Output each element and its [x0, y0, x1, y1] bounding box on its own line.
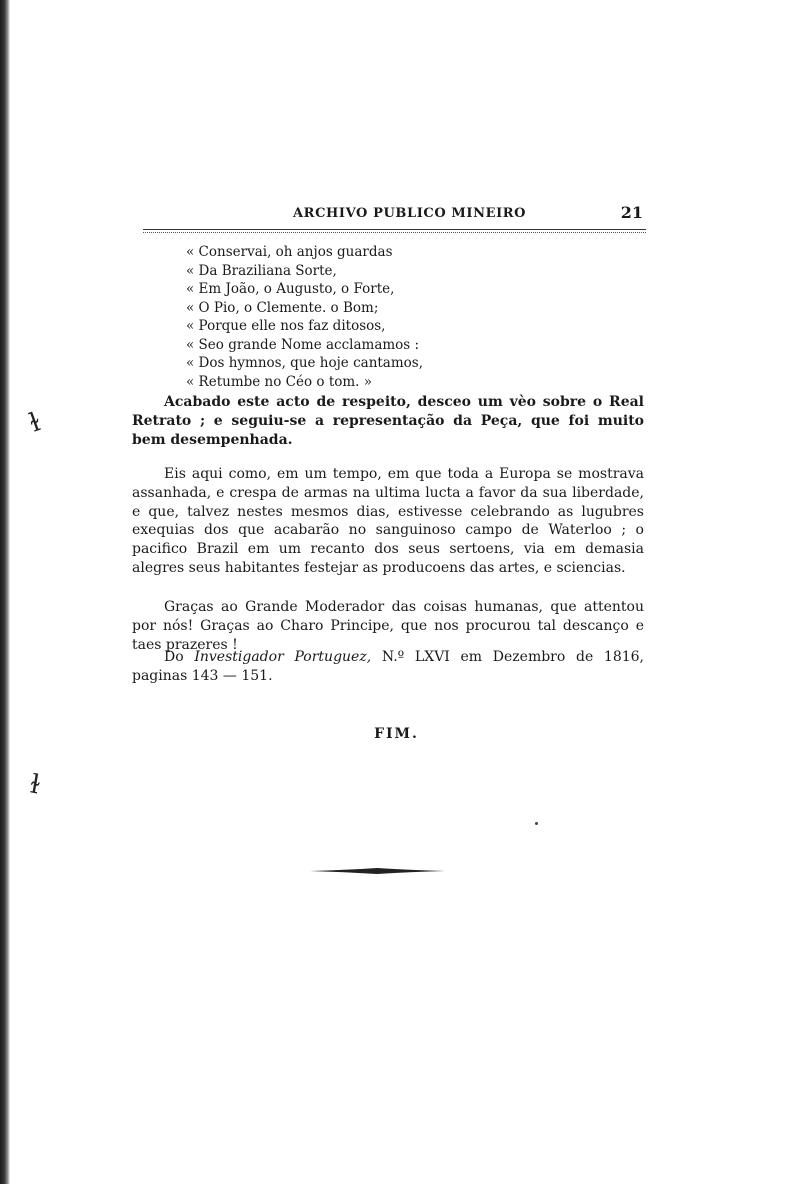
stray-ink-mark: ɫ	[25, 407, 45, 439]
poem-line: « Em João, o Augusto, o Forte,	[186, 281, 395, 297]
header-rule	[143, 229, 646, 233]
poem-line: « Retumbe no Céo o tom. »	[186, 373, 373, 390]
poem-line: « Conservai, oh anjos guardas	[186, 244, 393, 260]
paragraph-europe: Eis aqui como, em um tempo, em que toda a Europa se mostrava assanhada, e crespa de armas na ultima lucta a favor da sua liberdade, e que, talvez nestes mesmos dias, estivesse celebrando as lugubres exequias dos que acabarão no sanguinoso campo de Waterloo ; o pacifico Brazil em um recanto dos seus sertoens, via em demasia alegres seus habitantes festejar as producoens das artes, e sciencias.	[132, 466, 644, 576]
source-details: N.º LXVI em Dezembro de 1816, paginas 143 — 151.	[132, 649, 644, 684]
poem-stanza	[186, 243, 586, 391]
page-number: 21	[620, 203, 643, 222]
header-title: ARCHIVO PUBLICO MINEIRO	[293, 206, 527, 221]
source-prefix: Do	[164, 649, 184, 665]
tailpiece-ornament	[310, 867, 445, 875]
source-title: Investigador Portuguez,	[194, 649, 372, 665]
paragraph-portrait: Acabado este acto de respeito, desceo um vèo sobre o Real Retrato ; e seguiu-se a representação da Peça, que foi muito bem desempenhada.	[132, 394, 644, 448]
poem-line: « Dos hymnos, que hoje cantamos,	[186, 355, 424, 371]
ink-speck	[535, 822, 538, 825]
running-header	[143, 200, 643, 226]
poem-line: « Da Braziliana Sorte,	[186, 262, 337, 279]
stray-ink-mark: ɫ	[27, 769, 43, 801]
poem-line: « Porque elle nos faz ditosos,	[186, 318, 386, 334]
end-mark: FIM.	[374, 726, 419, 742]
poem-line: « O Pio, o Clemente. o Bom;	[186, 299, 379, 316]
paragraph-source	[132, 648, 644, 686]
poem-line: « Seo grande Nome acclamamos :	[186, 336, 420, 353]
paragraph-thanks: Graças ao Grande Moderador das coisas humanas, que attentou por nós! Graças ao Charo Principe, que nos procurou tal descanço e taes prazeres !	[132, 599, 644, 653]
binding-edge	[0, 0, 10, 1184]
